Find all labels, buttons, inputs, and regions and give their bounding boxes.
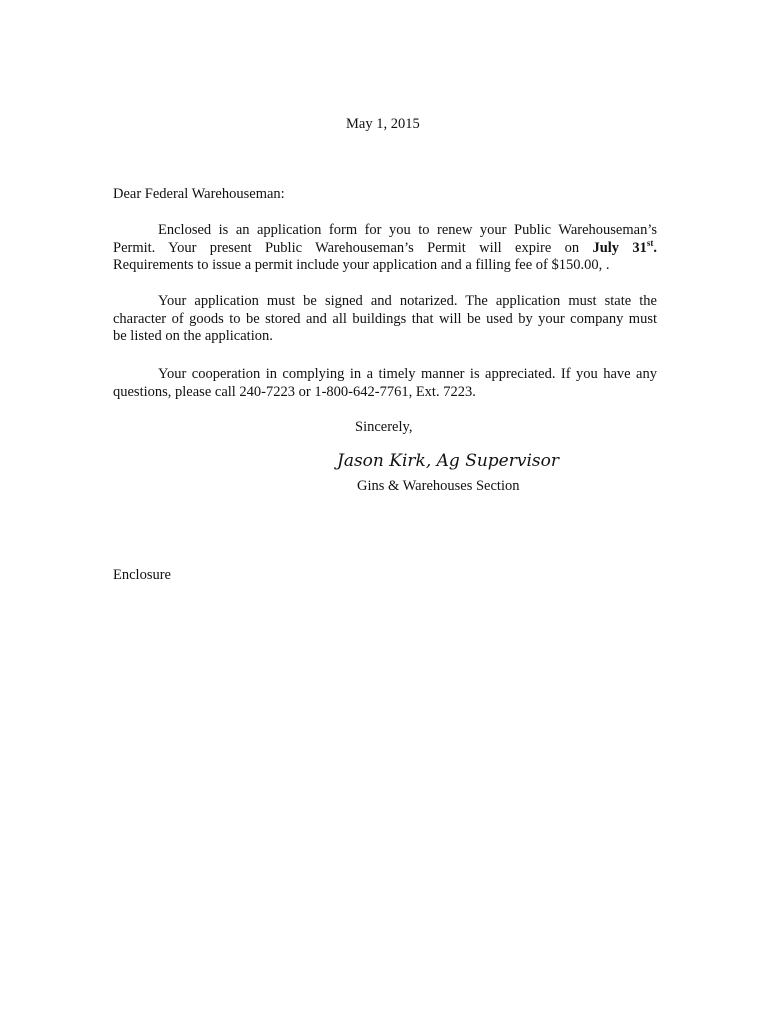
paragraph-text: Permit. Your present Public Warehouseman’s Permit will expire on [113, 239, 593, 256]
paragraph-line: Requirements to issue a permit include your application and a filling fee of $150.00, . [113, 257, 610, 273]
signer-section: Gins & Warehouses Section [357, 478, 520, 494]
paragraph-renewal [113, 222, 657, 275]
expiry-date: July 31st. [592, 237, 658, 256]
closing: Sincerely, [355, 419, 413, 435]
paragraph-line: Your application must be signed and notarized. The application must state the [158, 293, 657, 309]
paragraph-line: be listed on the application. [113, 328, 273, 344]
paragraph-line [113, 237, 658, 258]
paragraph-cooperation [113, 366, 657, 401]
signature: Jason Kirk, Ag Supervisor [337, 451, 559, 471]
paragraph-line: Enclosed is an application form for you to renew your Public Warehouseman’s [158, 222, 657, 238]
salutation: Dear Federal Warehouseman: [113, 186, 285, 202]
expiry-date-suffix: st [646, 237, 654, 248]
enclosure-note: Enclosure [113, 567, 171, 583]
paragraph-line: character of goods to be stored and all buildings that will be used by your company must [113, 310, 657, 327]
letter-date: May 1, 2015 [346, 116, 420, 132]
paragraph-line: questions, please call 240-7223 or 1-800-642-7761, Ext. 7223. [113, 383, 476, 400]
paragraph-requirements [113, 293, 657, 346]
paragraph-line: Your cooperation in complying in a timely manner is appreciated. If you have any [158, 366, 657, 382]
